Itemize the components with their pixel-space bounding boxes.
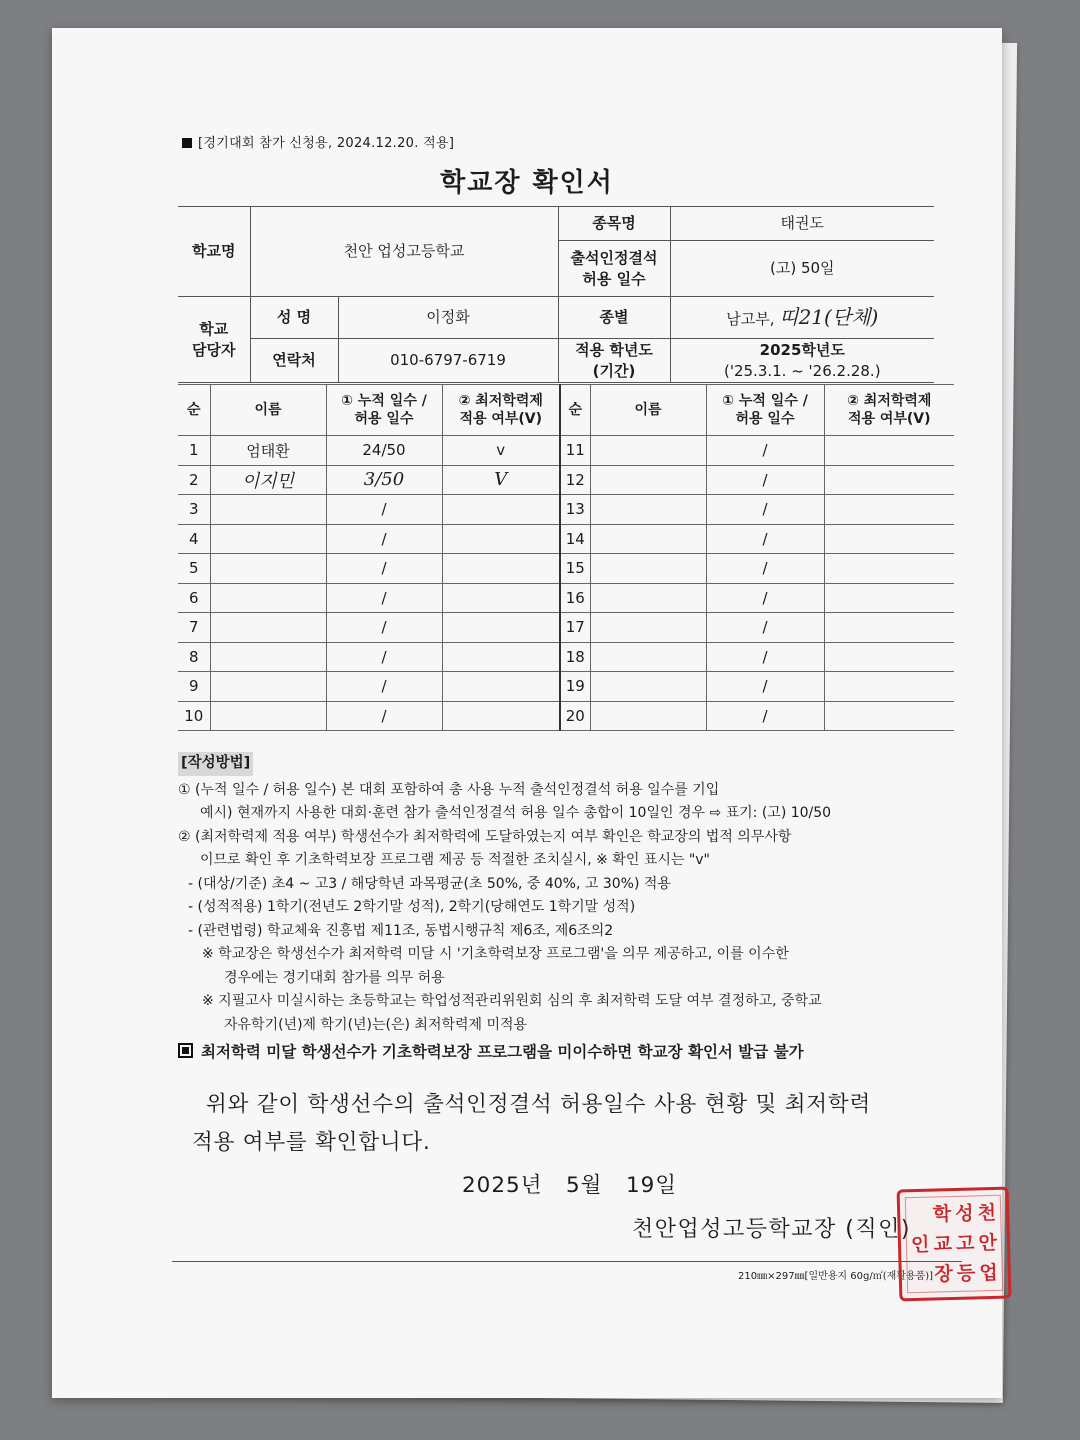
cell-no: 11 [560,436,590,466]
confirmation-statement [192,1086,972,1162]
header-min-1: ② 최저학력제 [458,392,543,409]
seal-column [955,1198,976,1288]
header-note [182,132,454,151]
cell-check: v [442,436,560,466]
year-label-1: 적용 학년도 [575,341,653,360]
year-period: ('25.3.1. ~ '26.2.28.) [723,361,881,380]
cell-days: 24/50 [326,436,442,466]
cell-no: 15 [560,554,590,584]
cell-no: 13 [560,495,590,525]
info-table [178,206,934,383]
cell-no: 5 [178,554,210,584]
table-row [178,583,954,613]
instructions-title: [작성방법] [178,752,253,776]
header-min-2: 적용 여부(V) [459,411,543,427]
category-value [670,297,934,339]
cell-days: / [706,701,824,731]
year-label [558,339,670,383]
roster-header-row [178,385,954,436]
final-notice-text: 최저학력 미달 학생선수가 기초학력보장 프로그램을 미이수하면 학교장 확인서 발급 불가 [201,1043,804,1061]
cell-days: / [706,524,824,554]
header-days-1: ① 누적 일수 / [341,392,427,409]
cell-name [590,554,706,584]
contact-value: 010-6797-6719 [338,339,558,383]
instruction-line: ※ 지필고사 미실시하는 초등학교는 학업성적관리위원회 심의 후 최저학력 도달 여부 결정하고, 중학교 [202,993,822,1009]
cell-check [824,554,954,584]
table-row [178,613,954,643]
cell-days: / [706,642,824,672]
instruction-line: - (성적적용) 1학기(전년도 2학기말 성적), 2학기(당해연도 1학기말 성적) [188,899,636,915]
cell-no: 1 [178,436,210,466]
cell-no: 8 [178,642,210,672]
instructions [178,752,968,1065]
header-min-right-2: 적용 여부(V) [847,411,931,427]
cell-check [442,613,560,643]
allowed-days-label-2: 허용 일수 [582,269,646,288]
issue-date: 2025년 5월 19일 [462,1173,678,1198]
cell-no: 16 [560,583,590,613]
staff-label-1: 학교 [199,320,229,339]
cell-name [590,495,706,525]
cell-no: 4 [178,524,210,554]
header-days-2: 허용 일수 [354,411,414,427]
seal-char: 안 [978,1231,998,1254]
cell-name: 이지민 [210,465,326,495]
header-name-right: 이름 [590,385,706,436]
cell-name [210,701,326,731]
cell-days: / [326,554,442,584]
header-name: 이름 [210,385,326,436]
header-min-achievement-right [824,385,954,436]
school-label: 학교명 [178,207,250,297]
cell-no: 7 [178,613,210,643]
instruction-line: 이므로 확인 후 기초학력보장 프로그램 제공 등 적절한 조치실시, ※ 확인 표시는 "v" [200,852,710,868]
table-row [178,642,954,672]
cell-no: 14 [560,524,590,554]
paper-spec: 210㎜×297㎜[일반용지 60g/㎡(재활용품)] [738,1271,934,1282]
cell-name [210,524,326,554]
cell-no: 10 [178,701,210,731]
seal-char: 업 [979,1261,998,1284]
header-note-text: [경기대회 참가 신청용, 2024.12.20. 적용] [198,136,455,151]
header-days-right-1: ① 누적 일수 / [722,392,808,409]
cell-no: 19 [560,672,590,702]
cell-days: / [706,672,824,702]
header-min-right-1: ② 최저학력제 [847,392,932,409]
table-row [178,554,954,584]
instruction-line: 경우에는 경기대회 참가를 의무 허용 [224,969,445,986]
cell-check: V [442,465,560,495]
instruction-line: ※ 학교장은 학생선수가 최저학력 미달 시 '기초학력보장 프로그램'을 의무 제공하고, 이를 이수한 [202,946,789,962]
sport-label: 종목명 [558,207,670,241]
checkbox-bullet-icon [178,1043,193,1058]
table-row [178,672,954,702]
allowed-days-value: (고) 50일 [670,241,934,297]
cell-days: / [326,583,442,613]
instruction-line: ② (최저학력제 적용 여부) 학생선수가 최저학력에 도달하였는지 여부 확인은 학교장의 법적 의무사항 [178,828,792,845]
header-days-right-2: 허용 일수 [735,411,795,427]
seal-char: 등 [956,1261,976,1285]
cell-name [590,465,706,495]
cell-check [824,672,954,702]
instruction-line: - (관련법령) 학교체육 진흥법 제11조, 동법시행규칙 제6조, 제6조의2 [188,922,614,939]
allowed-days-label-1: 출석인정결석 [570,249,658,268]
contact-label: 연락처 [250,339,338,383]
allowed-days-label [558,241,670,297]
cell-check [824,583,954,613]
square-bullet-icon [182,138,192,148]
year-value [670,339,934,383]
cell-days: / [706,583,824,613]
cell-days: / [706,495,824,525]
document-sheet [52,28,1002,1398]
cell-no: 18 [560,642,590,672]
category-handwritten: 띠21(단체) [779,305,879,329]
school-name: 천안 업성고등학교 [250,207,558,297]
cell-no: 17 [560,613,590,643]
cell-days: / [706,554,824,584]
cell-no: 6 [178,583,210,613]
cell-name [590,672,706,702]
cell-check [824,495,954,525]
cell-days: / [706,613,824,643]
cell-name [590,436,706,466]
cell-check [442,495,560,525]
cell-name [590,701,706,731]
cell-days: / [326,613,442,643]
cell-check [442,642,560,672]
instruction-line: ① (누적 일수 / 허용 일수) 본 대회 포함하여 총 사용 누적 출석인정결석 허용 일수를 기입 [178,781,720,798]
final-notice [178,1041,968,1065]
cell-no: 3 [178,495,210,525]
cell-name [210,642,326,672]
document-title: 학교장 확인서 [440,168,614,198]
header-days [326,385,442,436]
cell-name [210,613,326,643]
cell-check [442,554,560,584]
seal-inner [905,1195,1003,1293]
cell-check [824,436,954,466]
header-no: 순 [178,385,210,436]
cell-name [590,613,706,643]
cell-name [210,495,326,525]
confirmation-line-2: 적용 여부를 확인합니다. [192,1130,431,1155]
cell-name [210,672,326,702]
staff-label-2: 담당자 [192,340,236,359]
seal-char: 성 [954,1201,974,1225]
cell-no: 12 [560,465,590,495]
cell-name [210,583,326,613]
roster-table [178,384,954,731]
name-label: 성 명 [250,297,338,339]
cell-days: 3/50 [326,465,442,495]
seal-column [910,1200,931,1290]
table-row [178,436,954,466]
cell-check [824,613,954,643]
confirmation-line-1: 위와 같이 학생선수의 출석인정결석 허용일수 사용 현황 및 최저학력 [206,1092,872,1117]
official-seal-stamp [897,1187,1012,1302]
seal-char: 학 [932,1202,952,1226]
header-min-achievement [442,385,560,436]
cell-name [210,554,326,584]
sport-value: 태권도 [670,207,934,241]
seal-char: 교 [933,1232,953,1256]
cell-check [442,524,560,554]
cell-check [824,701,954,731]
table-row [178,701,954,731]
seal-char: 장 [934,1262,953,1286]
table-row [178,465,954,495]
seal-char: 천 [977,1201,997,1224]
cell-days: / [326,524,442,554]
cell-name [590,583,706,613]
cell-name: 엄태환 [210,436,326,466]
seal-char: 인 [910,1233,930,1256]
cell-days: / [706,436,824,466]
category-label: 종별 [558,297,670,339]
staff-label [178,297,250,383]
seal-column [932,1199,953,1289]
staff-name: 이정화 [338,297,558,339]
cell-name [590,524,706,554]
cell-days: / [326,672,442,702]
cell-name [590,642,706,672]
header-no-right: 순 [560,385,590,436]
cell-no: 20 [560,701,590,731]
table-row [178,495,954,525]
cell-days: / [706,465,824,495]
principal-signature: 천안업성고등학교장 (직인) [632,1217,911,1242]
header-days-right [706,385,824,436]
cell-days: / [326,701,442,731]
cell-days: / [326,642,442,672]
seal-char: 고 [955,1231,975,1255]
cell-days: / [326,495,442,525]
cell-no: 2 [178,465,210,495]
category-printed: 남고부, [726,310,775,328]
cell-check [442,672,560,702]
cell-check [442,583,560,613]
instruction-line: 예시) 현재까지 사용한 대회·훈련 참가 출석인정결석 허용 일수 총합이 10일인 경우 ⇨ 표기: (고) 10/50 [200,805,832,821]
cell-check [824,642,954,672]
instruction-line: - (대상/기준) 초4 ~ 고3 / 해당학년 과목평균(초 50%, 중 40%, 고 30%) 적용 [188,875,671,892]
year-label-2: (기간) [592,361,636,380]
cell-no: 9 [178,672,210,702]
instruction-line: 자유학기(년)제 학기(년)는(은) 최저학력제 미적용 [224,1016,528,1033]
cell-check [824,465,954,495]
year-value-text: 2025학년도 [759,341,845,360]
cell-check [442,701,560,731]
cell-check [824,524,954,554]
seal-column [977,1198,998,1288]
table-row [178,524,954,554]
footer-divider [172,1261,962,1262]
